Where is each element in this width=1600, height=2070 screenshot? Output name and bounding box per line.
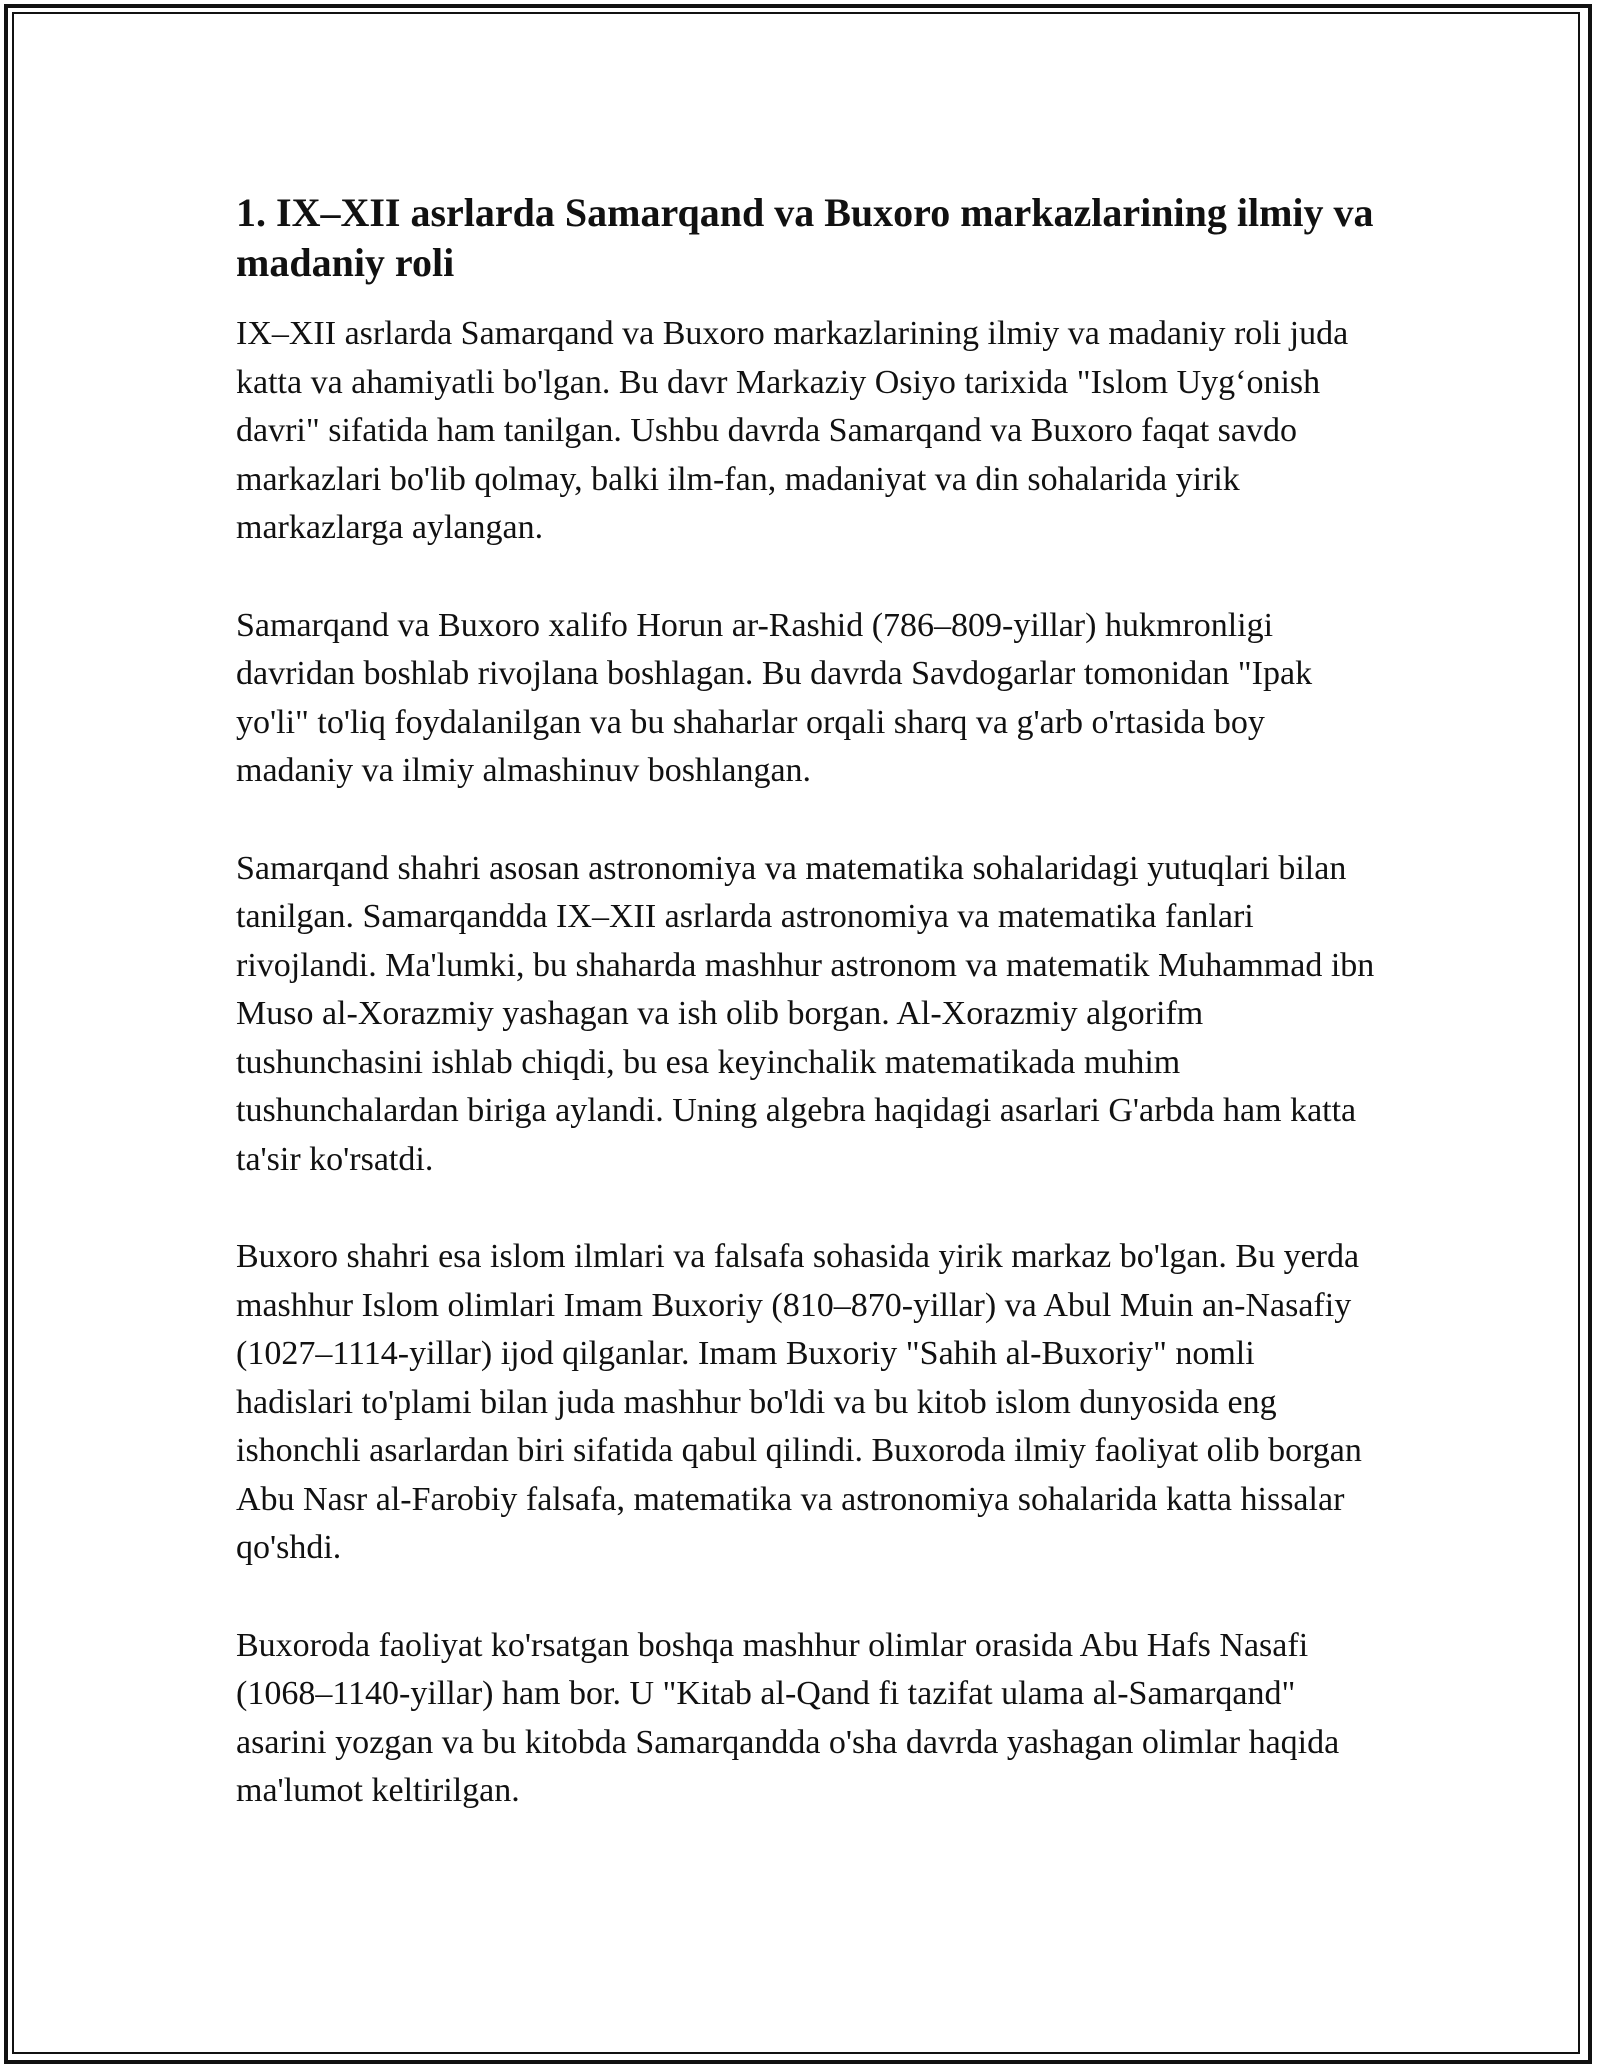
paragraph-intro: IX–XII asrlarda Samarqand va Buxoro markazlarining ilmiy va madaniy roli juda katta va ahamiyatli bo'lgan. Bu davr Markaziy Osiyo tarixida "Islom Uyg‘onish davri" sifatida ham tanilgan. Ushbu davrda Samarqand va Buxoro faqat savdo markazlari bo'lib qolmay, balki ilm-fan, madaniyat va din sohalarida yirik markazlarga aylangan. [236,315,1349,546]
paragraph-buxoro: Buxoro shahri esa islom ilmlari va falsafa sohasida yirik markaz bo'lgan. Bu yerda mashhur Islom olimlari Imam Buxoriy (810–870-yillar) va Abul Muin an-Nasafiy (1027–1114-yillar) ijod qilganlar. Imam Buxoriy "Sahih al-Buxoriy" nomli hadislari to'plami bilan juda mashhur bo'ldi va bu kitob islom dunyosida eng ishonchli asarlardan biri sifatida qabul qilindi. Buxoroda ilmiy faoliyat olib borgan Abu Nasr al-Farobiy falsafa, matematika va astronomiya sohalarida katta hissalar qo'shdi. [236,1238,1362,1566]
paragraph-harun-ar-rashid: Samarqand va Buxoro xalifo Horun ar-Rashid (786–809-yillar) hukmronligi davridan boshlab rivojlana boshlagan. Bu davrda Savdogarlar tomonidan "Ipak yo'li" to'liq foydalanilgan va bu shaharlar orqali sharq va g'arb o'rtasida boy madaniy va ilmiy almashinuv boshlangan. [236,606,1313,789]
section-heading: 1. IX–XII asrlarda Samarqand va Buxoro markazlarining ilmiy va madaniy roli [236,190,1374,285]
paragraph-samarqand: Samarqand shahri asosan astronomiya va matematika sohalaridagi yutuqlari bilan tanilgan. Samarqandda IX–XII asrlarda astronomiya va matematika fanlari rivojlandi. Ma'lumki, bu shaharda mashhur astronom va matematik Muhammad ibn Muso al-Xorazmiy yashagan va ish olib borgan. Al-Xorazmiy algorifm tushunchasini ishlab chiqdi, bu esa keyinchalik matematikada muhim tushunchalardan biriga aylandi. Uning algebra haqidagi asarlari G'arbda ham katta ta'sir ko'rsatdi. [236,849,1375,1178]
paragraph-abu-hafs-nasafi: Buxoroda faoliyat ko'rsatgan boshqa mashhur olimlar orasida Abu Hafs Nasafi (1068–1140-yillar) ham bor. U "Kitab al-Qand fi tazifat ulama al-Samarqand" asarini yozgan va bu kitobda Samarqandda o'sha davrda yashagan olimlar haqida ma'lumot keltirilgan. [236,1626,1340,1809]
document-body [236,188,1376,1865]
